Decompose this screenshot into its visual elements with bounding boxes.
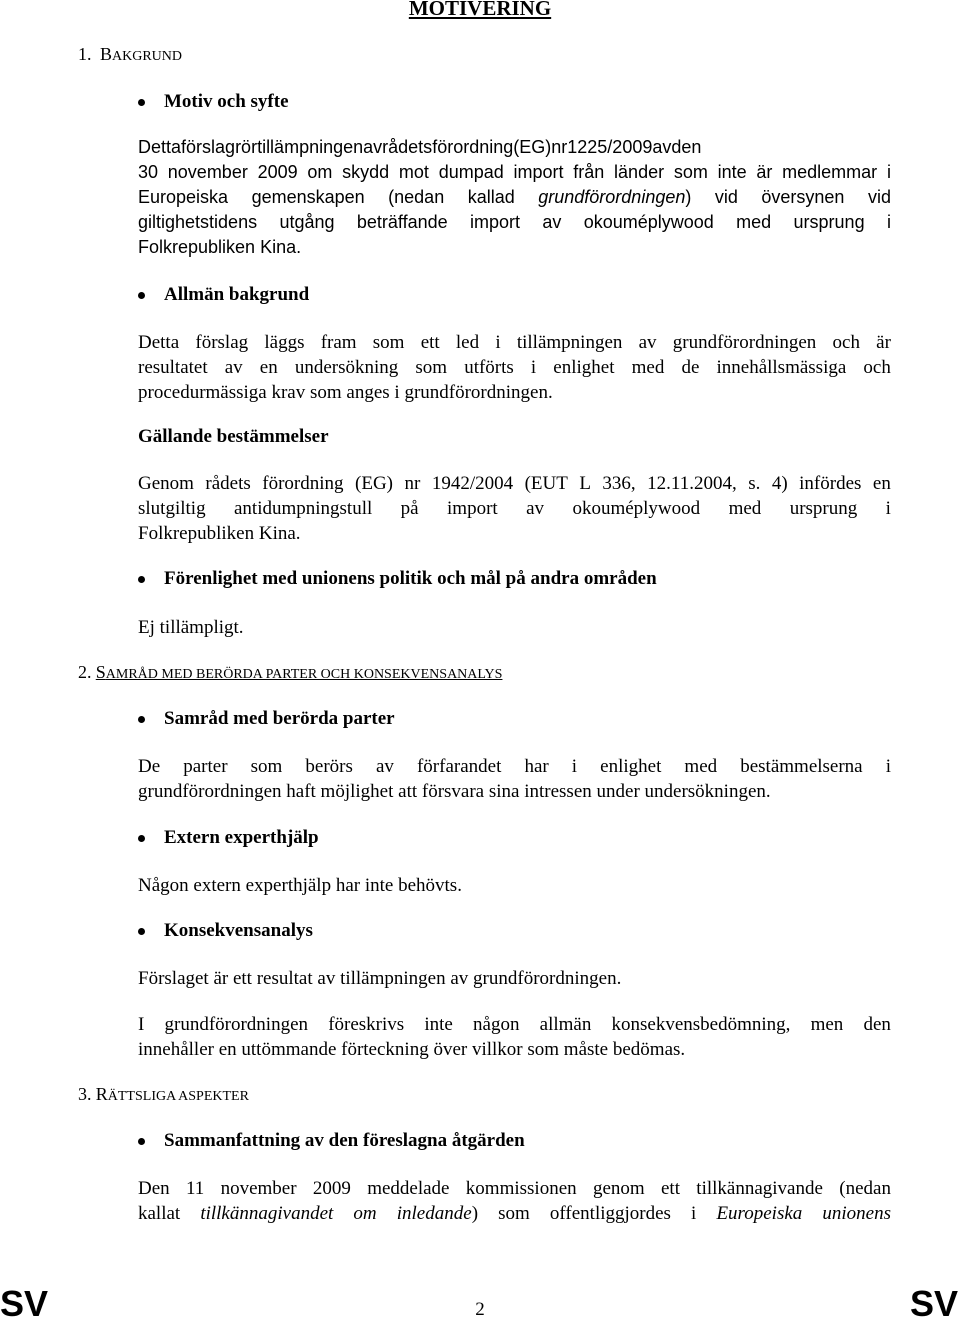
section-title-rest: AKGRUND [112, 49, 183, 64]
word: från [573, 162, 605, 182]
bullet-dot-icon [138, 928, 145, 935]
word: är [876, 332, 891, 353]
word: kallat [138, 1203, 181, 1224]
word: utförts [464, 357, 514, 378]
word: okouméplywood [572, 498, 701, 519]
bullet-dot-icon [138, 716, 145, 723]
word: Genom [138, 473, 194, 494]
word: har [524, 756, 549, 777]
word: 12.11.2004, [647, 473, 737, 494]
word: ett [420, 332, 440, 353]
word: grundförordningen) [538, 187, 692, 207]
bullet-allman-bakgrund [138, 283, 309, 307]
section-number: 2. [78, 662, 92, 682]
word: grundförordningen [672, 332, 817, 353]
word: meddelade [367, 1178, 450, 1199]
word: en [259, 357, 278, 378]
word: den [671, 137, 702, 157]
word: rådets [205, 473, 251, 494]
word: Den [138, 1178, 170, 1199]
bullet-label: Sammanfattning av den föreslagna åtgärden [164, 1130, 525, 1151]
word: (EG) [513, 137, 552, 157]
word: 11 [185, 1178, 205, 1199]
word: ursprung [793, 212, 865, 232]
word: den [863, 1014, 891, 1035]
word: skydd [342, 162, 390, 182]
word: unionens [822, 1203, 891, 1224]
word: 4) [771, 473, 788, 494]
word: av [363, 137, 383, 157]
bullet-konsekvensanalys [138, 919, 313, 943]
word: dumpad [438, 162, 504, 182]
bullet-dot-icon [138, 292, 145, 299]
paragraph-line [138, 1176, 891, 1201]
paragraph-line [138, 160, 891, 185]
word: nr [404, 473, 421, 494]
bullet-label: Motiv och syfte [164, 91, 289, 112]
word: import [469, 212, 520, 232]
paragraph-line [138, 330, 891, 355]
section-heading-rattsliga-aspekter [78, 1083, 249, 1108]
word: L [579, 473, 591, 494]
bullet-extern-experthjalp [138, 826, 319, 850]
word: resultatet [138, 357, 208, 378]
bullet-label: Extern experthjälp [164, 827, 319, 848]
word: läggs [264, 332, 305, 353]
word: de [681, 357, 700, 378]
word: förordning [432, 137, 514, 157]
word: inte [424, 1014, 453, 1035]
paragraph-line: innehåller en uttömmande förteckning över villkor som måste bedömas. [138, 1039, 686, 1060]
word: tillkännagivandet [200, 1203, 334, 1224]
word: led [455, 332, 480, 353]
bullet-motiv-och-syfte [138, 90, 289, 114]
word: av [542, 212, 562, 232]
word: slutgiltig [138, 498, 206, 519]
paragraph-line [138, 135, 891, 160]
paragraph-line [138, 210, 891, 235]
word: undersökning [294, 357, 399, 378]
word: mot [398, 162, 429, 182]
bullet-dot-icon [138, 835, 145, 842]
word: 336, [602, 473, 636, 494]
word: en [872, 473, 891, 494]
word: s. [748, 473, 761, 494]
word: kallad [467, 187, 515, 207]
paragraph-line: Förslaget är ett resultat av tillämpningen av grundförordningen. [138, 968, 622, 989]
paragraph-line [138, 355, 891, 380]
section-heading-bakgrund [78, 43, 182, 68]
word: (EUT [524, 473, 568, 494]
word: 1225/2009 [567, 137, 653, 157]
word: och [863, 357, 891, 378]
paragraph-line [138, 1012, 891, 1037]
word: giltighetstidens [138, 212, 258, 232]
word: Detta [138, 137, 182, 157]
word: (EG) [355, 473, 394, 494]
paragraph-line: grundförordningen haft möjlighet att försvara sina intressen under undersökningen. [138, 781, 771, 802]
word: infördes [799, 473, 862, 494]
word: tillämpningen [516, 332, 623, 353]
word: av [526, 498, 545, 519]
word: i [886, 212, 891, 232]
word: berörs [305, 756, 353, 777]
paragraph-line [138, 754, 891, 779]
section-title-initial: S [95, 662, 106, 682]
paragraph-line: Någon extern experthjälp har inte behövts. [138, 875, 462, 896]
word: i [530, 357, 537, 378]
word: De [138, 756, 161, 777]
word: genom [592, 1178, 645, 1199]
section-title-initial: B [100, 44, 113, 64]
word: 30 [138, 162, 159, 182]
section-heading-samrad [78, 661, 502, 686]
word: länder [614, 162, 665, 182]
word: inledande) [396, 1203, 479, 1224]
word: i [691, 1203, 697, 1224]
word: 1942/2004 [431, 473, 514, 494]
word: någon [473, 1014, 520, 1035]
word: förslag [181, 137, 236, 157]
word: okouméplywood [583, 212, 714, 232]
text-line [138, 135, 701, 160]
word: med [728, 498, 762, 519]
word: översynen [761, 187, 845, 207]
word: förordning [262, 473, 344, 494]
word: av [652, 137, 672, 157]
word: i [885, 498, 891, 519]
word: antidumpningstull [233, 498, 373, 519]
word: nr [551, 137, 568, 157]
word: enlighet [600, 756, 662, 777]
subheading-gallande-bestammelser: Gällande bestämmelser [138, 426, 329, 447]
word: vid [714, 187, 738, 207]
section-title-rest: ÄTTSLIGA ASPEKTER [107, 1089, 249, 1104]
word: grundförordningen [164, 1014, 309, 1035]
word: 2009 [257, 162, 298, 182]
word: som [498, 1203, 530, 1224]
paragraph-line [138, 496, 891, 521]
word: vid [867, 187, 891, 207]
section-title-initial: R [95, 1084, 108, 1104]
word: föreskrivs [328, 1014, 405, 1035]
bullet-forenlighet [138, 567, 657, 591]
word: i [886, 162, 891, 182]
bullet-dot-icon [138, 576, 145, 583]
word: av [375, 756, 394, 777]
paragraph-line [138, 1201, 891, 1226]
word: Europeiska [138, 187, 229, 207]
word: rådets [382, 137, 433, 157]
document-title: MOTIVERING [408, 0, 552, 20]
bullet-sammanfattning [138, 1129, 525, 1153]
word: med [684, 756, 718, 777]
word: med [736, 212, 772, 232]
word: tillkännagivande [696, 1178, 823, 1199]
word: som [415, 357, 448, 378]
word: konsekvensbedömning, [611, 1014, 791, 1035]
word: inte [717, 162, 747, 182]
word: på [400, 498, 419, 519]
word: kommissionen [465, 1178, 577, 1199]
word: parter [183, 756, 228, 777]
word: som [673, 162, 708, 182]
paragraph-line: Ej tillämpligt. [138, 617, 244, 638]
bullet-label: Förenlighet med unionens politik och mål på andra områden [164, 568, 657, 589]
word: och [832, 332, 860, 353]
page-number: 2 [475, 1299, 485, 1320]
word: i [495, 332, 501, 353]
word: innehållsmässiga [716, 357, 847, 378]
section-number: 3. [78, 1084, 92, 1104]
word: av [638, 332, 657, 353]
word: förfarandet [416, 756, 502, 777]
word: (nedan [839, 1178, 891, 1199]
word: som [372, 332, 405, 353]
word: allmän [539, 1014, 592, 1035]
word: beträffande [356, 212, 448, 232]
word: I [138, 1014, 145, 1035]
word: i [885, 756, 891, 777]
word: som [250, 756, 283, 777]
word: november [220, 1178, 297, 1199]
word: utgång [279, 212, 335, 232]
word: ett [660, 1178, 680, 1199]
bullet-samrad [138, 707, 395, 731]
word: bestämmelserna [740, 756, 863, 777]
word: (nedan [388, 187, 445, 207]
bullet-label: Allmän bakgrund [164, 284, 310, 305]
paragraph-line: Folkrepubliken Kina. [138, 237, 302, 257]
word: rör [235, 137, 258, 157]
word: men [810, 1014, 844, 1035]
word: förslag [195, 332, 249, 353]
word: om [307, 162, 333, 182]
section-number: 1. [78, 44, 92, 64]
word: fram [320, 332, 357, 353]
word: 2009 [312, 1178, 351, 1199]
bullet-label: Konsekvensanalys [164, 920, 313, 941]
word: gemenskapen [251, 187, 365, 207]
paragraph-line [138, 185, 891, 210]
word: import [447, 498, 498, 519]
word: medlemmar [782, 162, 878, 182]
word: offentliggjordes [549, 1203, 671, 1224]
word: av [224, 357, 243, 378]
footer-language-left: SV [0, 1283, 49, 1324]
word: tillämpningen [257, 137, 364, 157]
word: Detta [138, 332, 180, 353]
word: är [756, 162, 773, 182]
footer-language-right: SV [909, 1283, 958, 1324]
word: Europeiska [716, 1203, 803, 1224]
bullet-dot-icon [138, 99, 145, 106]
bullet-label: Samråd med berörda parter [164, 708, 395, 729]
word: i [571, 756, 578, 777]
word: ursprung [789, 498, 858, 519]
word: enlighet [553, 357, 615, 378]
paragraph-line: Folkrepubliken Kina. [138, 523, 301, 544]
word: november [167, 162, 248, 182]
bullet-dot-icon [138, 1138, 145, 1145]
section-title-rest: AMRÅD MED BERÖRDA PARTER OCH KONSEKVENSANALYS [105, 667, 503, 682]
word: om [353, 1203, 377, 1224]
word: import [513, 162, 564, 182]
paragraph-line: procedurmässiga krav som anges i grundförordningen. [138, 382, 553, 403]
paragraph-line [138, 471, 891, 496]
word: med [631, 357, 665, 378]
